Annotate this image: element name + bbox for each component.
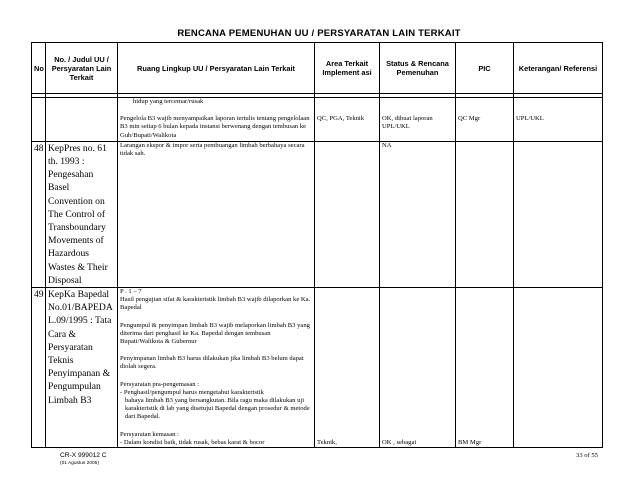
ruang-pasal: P . 1 – 7 (120, 288, 142, 296)
row-number: 48 (32, 141, 46, 287)
header-status: Status & Rencana Pemenuhan (380, 43, 456, 94)
row-number: 49 (32, 288, 46, 448)
ruang-text: Persyaratan kemasan : (120, 430, 179, 438)
status-text: OK , sebagai (382, 438, 417, 446)
header-pic: PIC (456, 43, 514, 94)
area-text: QC, PGA, Teknik (317, 115, 365, 122)
table-row (32, 288, 603, 448)
ruang-text: Pengelola B3 wajib menyampaikan laporan tertulis tentang pengelolaan B3 min setiap 6 bulan kepada instansi berwenang dengan tembusan ke Gub/Bupati/Walikota (120, 115, 310, 139)
judul-text: KepPres no. 61 th. 1993 : Pengesahan Basel Convention on The Control of Transboundary Movements of Hazardous Wastes & Their Disposal (46, 141, 118, 287)
regulation-table (31, 42, 603, 448)
ruang-text: Penyimpanan limbah B3 harus dilakukan jika limbah B3 belum dapat diolah segera. (120, 355, 304, 371)
ruang-continuation: hidup yang tercemar/rusak (133, 98, 204, 105)
ruang-list-item: - Dalam kondisi baik, tidak rusak, bebas karat & bocor (120, 438, 265, 446)
pic-text: QC Mgr (458, 115, 481, 122)
ruang-text: Hasil pengujian sifat & karakteristik limbah B3 wajib dilaporkan ke Ka. Bapedal (120, 296, 311, 312)
document-code: CR-X 999012 C (60, 452, 107, 459)
ruang-text: Persyaratan pra-pengemasan : (120, 380, 200, 388)
page-title: RENCANA PEMENUHAN UU / PERSYARATAN LAIN TERKAIT (177, 28, 461, 39)
page-number: 33 of 55 (576, 452, 598, 459)
table-row (32, 98, 603, 142)
ruang-cell (118, 288, 315, 448)
ruang-list-item: - Penghasil/pengumpul harus mengetahui karakteristik (120, 388, 264, 396)
area-text: Teknik, (317, 438, 337, 446)
ruang-list-item: bahaya limbah B3 yang bersangkutan. Bila ragu maka dilakukan uji karakteristik di lab yang disetujui Bapedal dengan prosedur & metode dari Bapedal. (125, 397, 310, 421)
table-row (32, 141, 603, 287)
ruang-text: Larangan ekspor & impor serta pembuangan limbah berbahaya secara tidak sah. (118, 141, 315, 287)
header-ruang-lingkup: Ruang Lingkup UU / Persyaratan Lain Terkait (118, 43, 315, 94)
header-row (32, 43, 603, 94)
header-area: Area Terkait Implement asi (315, 43, 380, 94)
header-judul: No. / Judul UU / Persyaratan Lain Terkait (46, 43, 118, 94)
judul-text: KepKa Bapedal No.01/BAPEDA L.09/1995 : Tata Cara & Persyaratan Teknis Penyimpanan & Pengumpulan Limbah B3 (46, 288, 118, 448)
pic-text: BM Mgr (458, 438, 482, 446)
header-no: No (32, 43, 46, 94)
status-text: OK, dibuat laporan UPL/UKL (382, 115, 433, 131)
header-keterangan: Keterangan/ Referensi (514, 43, 603, 94)
ruang-text: Pengumpul & penyimpan limbah B3 wajib melaporkan limbah B3 yang diterima dari penghasil ke Ka. Bapedal dengan tembusan Bupati/Walikota & Gubernur (120, 321, 310, 346)
document-date: (01 Agustus 2005) (60, 461, 99, 466)
status-text: NA (380, 141, 456, 287)
ruang-cell (118, 98, 315, 142)
keterangan-text: UPL/UKL (516, 115, 544, 122)
